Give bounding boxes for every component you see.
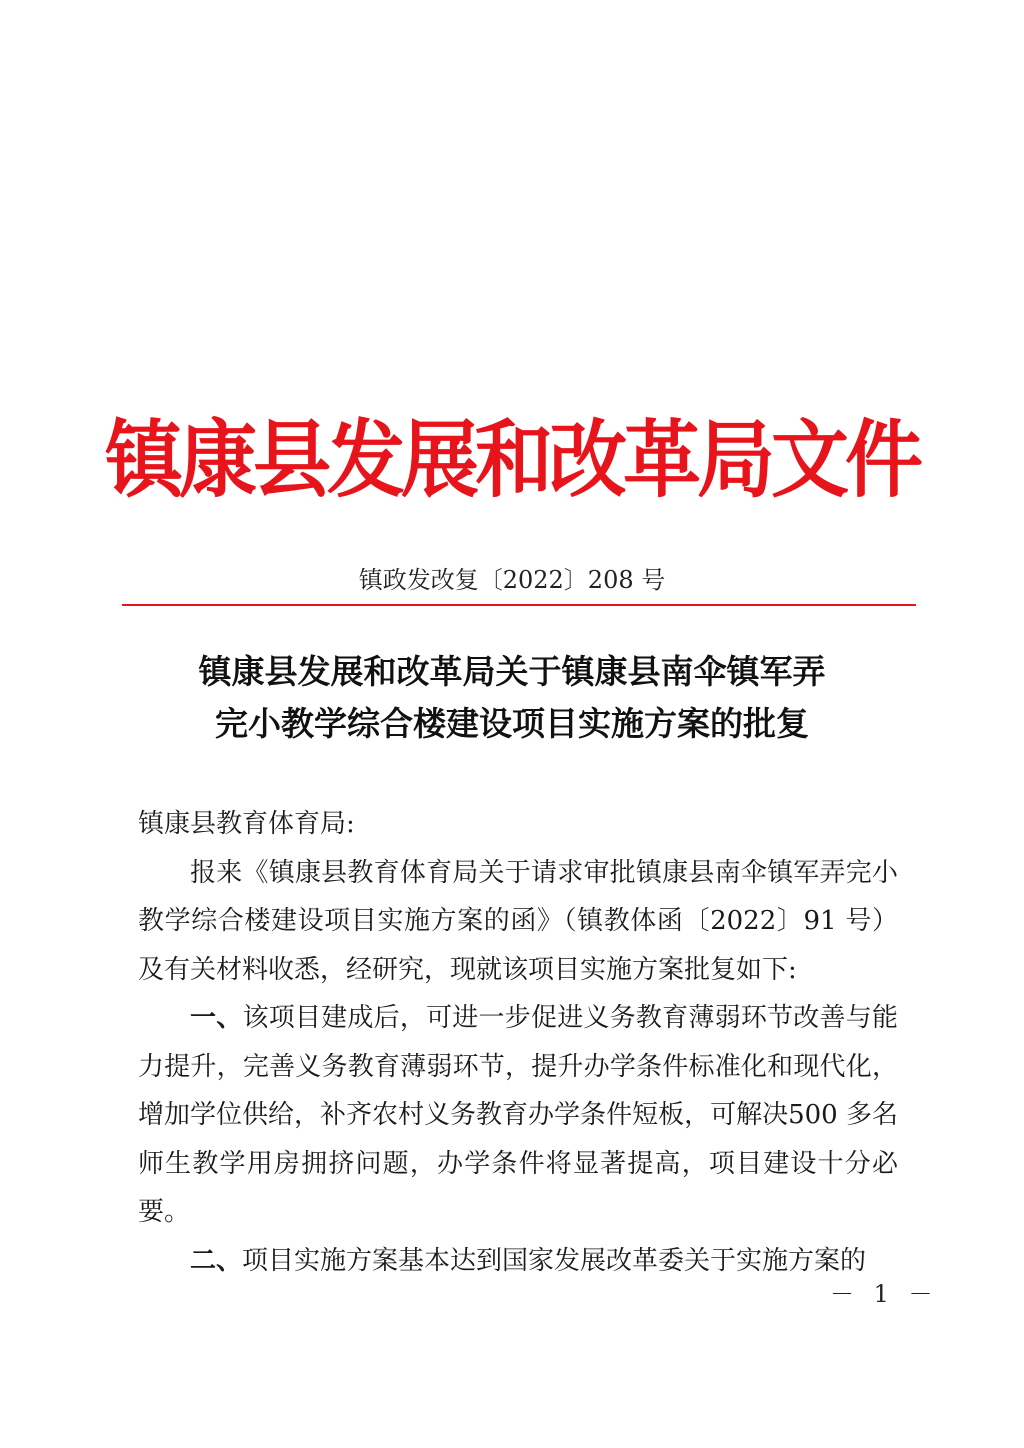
item-2-text: 项目实施方案基本达到国家发展改革委关于实施方案的 <box>242 1245 867 1276</box>
document-title <box>122 646 902 750</box>
issuing-organization-header: 镇康县发展和改革局文件 <box>104 412 919 510</box>
red-divider-line <box>122 604 916 606</box>
intro-paragraph: 报来《镇康县教育体育局关于请求审批镇康县南伞镇军弄完小教学综合楼建设项目实施方案的函》（镇教体函〔2022〕91 号）及有关材料收悉，经研究，现就该项目实施方案批复如下: <box>138 857 898 985</box>
item-1-marker: 一、 <box>190 1003 243 1033</box>
item-2-paragraph <box>138 1237 898 1286</box>
document-title-line-2: 完小教学综合楼建设项目实施方案的批复 <box>215 704 809 743</box>
document-title-line-1: 镇康县发展和改革局关于镇康县南伞镇军弄 <box>198 652 826 691</box>
document-number: 镇政发改复〔2022〕208 号 <box>358 566 666 594</box>
item-1-text: 该项目建成后，可进一步促进义务教育薄弱环节改善与能力提升，完善义务教育薄弱环节，提升办学条件标准化和现代化，增加学位供给，补齐农村义务教育办学条件短板，可解决500 多名师生教学用房拥挤问题，办学条件将显著提高，项目建设十分必要。 <box>138 1003 898 1227</box>
document-body <box>138 800 898 1285</box>
item-2-marker: 二、 <box>190 1245 243 1276</box>
salutation: 镇康县教育体育局: <box>138 809 355 839</box>
page-number: － 1 － <box>830 1280 939 1308</box>
item-1-paragraph <box>138 994 898 1237</box>
